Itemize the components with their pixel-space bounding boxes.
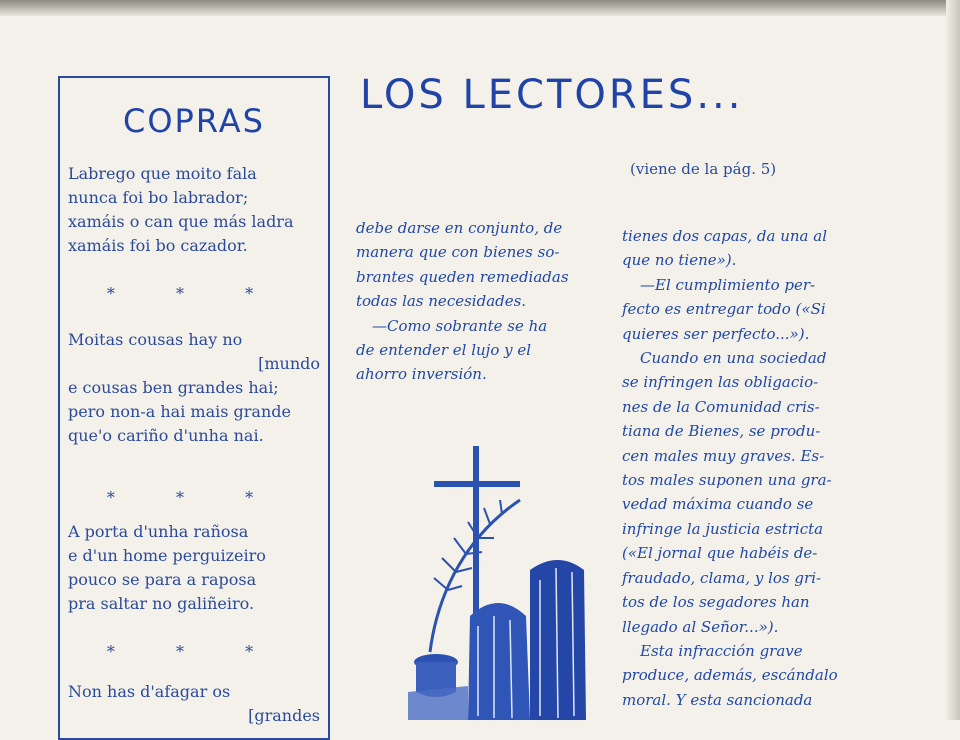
text-line: tos males suponen una gra-: [622, 471, 832, 490]
palm-leaves: [434, 500, 502, 590]
verse-line: A porta d'unha rañosa: [68, 522, 249, 541]
text-line: —El cumplimiento per-: [640, 275, 816, 294]
text-line: tos de los segadores han: [622, 593, 810, 612]
article-title: LOS LECTORES...: [360, 72, 744, 118]
verse-line: Non has d'afagar os: [68, 682, 231, 701]
text-line: fraudado, clama, y los gri-: [622, 568, 822, 587]
verse-line: Moitas cousas hay no: [68, 330, 243, 349]
text-line: brantes queden remediadas: [356, 267, 569, 286]
stanza-separator: * * *: [106, 642, 282, 661]
text-line: Cuando en una sociedad: [640, 349, 827, 368]
copras-stanza-3: [68, 520, 320, 616]
text-line: produce, además, escándalo: [622, 666, 838, 685]
text-line: quieres ser perfecto...»).: [622, 324, 810, 343]
verse-line: Labrego que moito fala: [68, 164, 257, 183]
verse-line: pouco se para a raposa: [68, 570, 257, 589]
text-line: tienes dos capas, da una al: [622, 227, 828, 245]
text-line: —Como sobrante se ha: [372, 316, 548, 335]
text-line: ahorro inversión.: [356, 365, 487, 384]
text-line: nes de la Comunidad cris-: [622, 397, 820, 416]
text-line: todas las necesidades.: [356, 292, 527, 311]
copras-title: COPRAS: [123, 102, 265, 140]
verse-line: [grandes: [248, 706, 320, 725]
verse-line: xamáis foi bo cazador.: [68, 236, 248, 255]
copras-stanza-4: [68, 680, 320, 728]
text-line: tiana de Bienes, se produ-: [622, 422, 821, 441]
stanza-separator: * * *: [106, 488, 282, 507]
verse-line: pra saltar no galiñeiro.: [68, 594, 255, 613]
verse-line: nunca foi bo labrador;: [68, 188, 249, 207]
text-line: fecto es entregar todo («Si: [622, 300, 826, 319]
text-line: moral. Y esta sancionada: [622, 690, 813, 709]
text-line: debe darse en conjunto, de: [356, 219, 563, 237]
verse-line: que'o cariño d'unha nai.: [68, 426, 264, 445]
copras-box: [58, 76, 330, 740]
text-line: llegado al Señor...»).: [622, 617, 779, 636]
verse-line: e cousas ben grandes hai;: [68, 378, 279, 397]
text-line: vedad máxima cuando se: [622, 495, 814, 514]
page-top-edge: [0, 0, 960, 16]
verse-line: e d'un home perguizeiro: [68, 546, 266, 565]
page-right-edge: [946, 0, 960, 720]
text-line: («El jornal que habéis de-: [622, 544, 818, 563]
copras-stanza-2: [68, 328, 320, 448]
text-line: Esta infracción grave: [640, 641, 803, 660]
text-line: se infringen las obligacio-: [622, 373, 819, 392]
article-column-1: [356, 216, 604, 387]
text-line: que no tiene»).: [622, 251, 737, 270]
stanza-separator: * * *: [106, 284, 282, 303]
text-line: de entender el lujo y el: [356, 341, 532, 360]
text-line: cen males muy graves. Es-: [622, 446, 825, 465]
verse-line: xamáis o can que más ladra: [68, 212, 294, 231]
text-line: manera que con bienes so-: [356, 243, 560, 262]
books: [408, 560, 586, 720]
text-line: infringe la justicia estricta: [622, 519, 824, 538]
article-column-2: [622, 224, 878, 712]
verse-line: [mundo: [258, 354, 320, 373]
copras-stanza-1: [68, 162, 320, 258]
verse-line: pero non-a hai mais grande: [68, 402, 291, 421]
cross-and-books-illustration: [408, 440, 604, 720]
continued-note: (viene de la pág. 5): [630, 160, 777, 178]
